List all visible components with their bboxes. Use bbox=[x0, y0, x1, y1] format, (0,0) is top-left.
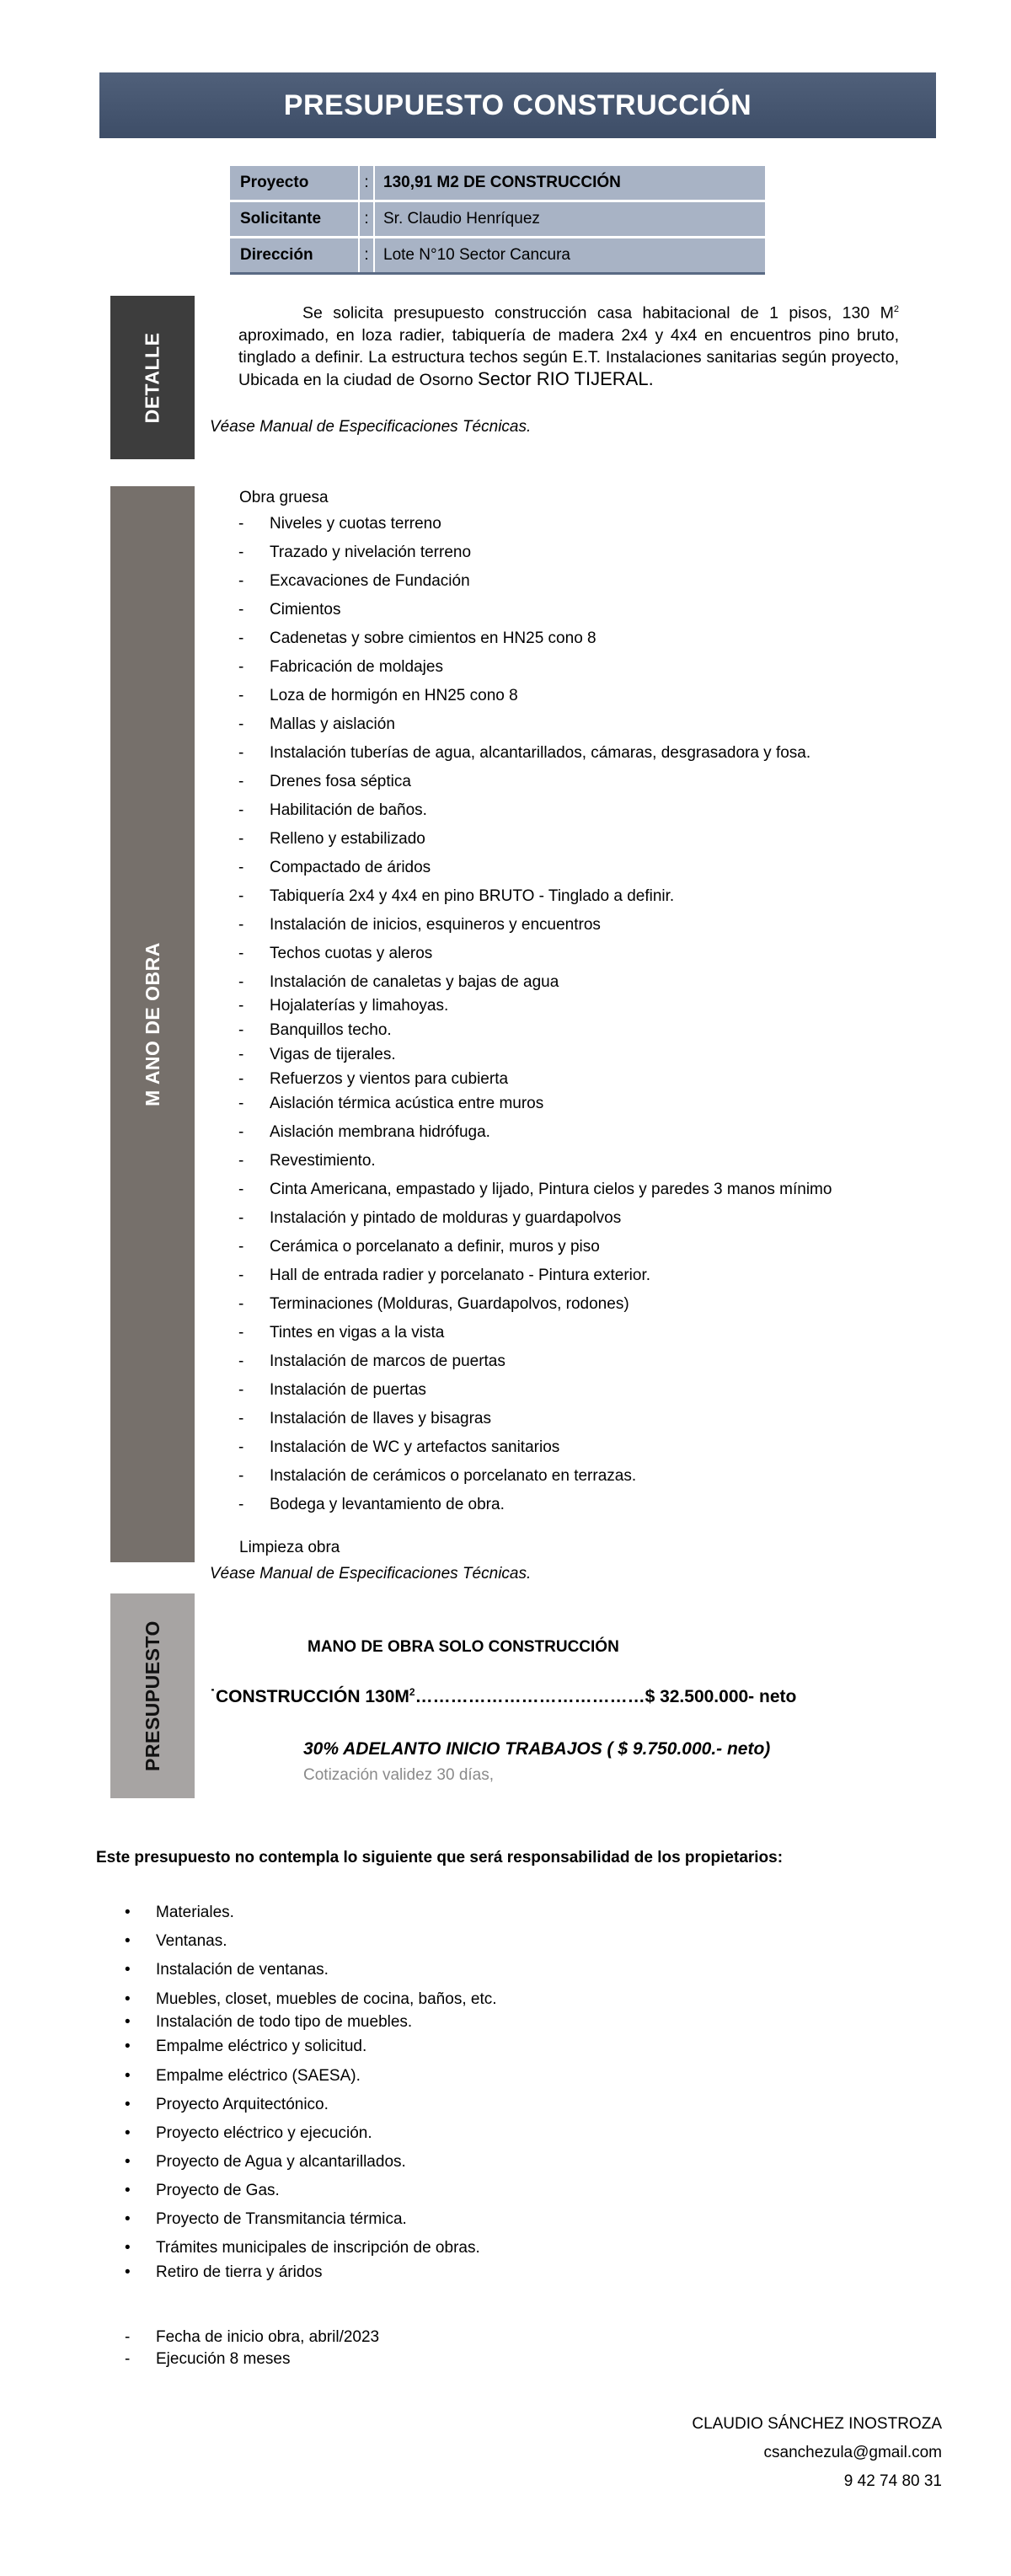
obra-item bbox=[238, 744, 810, 763]
list-dash: - bbox=[238, 1352, 244, 1370]
obra-item-text: Instalación de canaletas y bajas de agua bbox=[270, 973, 559, 991]
presupuesto-validez: Cotización validez 30 días, bbox=[303, 1766, 495, 1784]
exclusion-item bbox=[125, 2013, 412, 2032]
obra-item bbox=[238, 916, 601, 935]
list-dash: - bbox=[238, 687, 244, 704]
exclusion-item-text: Instalación de ventanas. bbox=[156, 1961, 329, 1979]
bullet-icon: • bbox=[125, 2096, 131, 2113]
price-superscript: 2 bbox=[409, 1686, 415, 1698]
obra-item bbox=[238, 1467, 636, 1486]
obra-item bbox=[238, 1267, 650, 1285]
list-dash: - bbox=[238, 859, 244, 876]
bullet-icon: • bbox=[125, 2263, 131, 2281]
obra-item bbox=[238, 1324, 444, 1342]
signature-email: csanchezula@gmail.com bbox=[763, 2444, 942, 2461]
exclusion-item-text: Proyecto eléctrico y ejecución. bbox=[156, 2124, 372, 2142]
obra-item bbox=[238, 572, 470, 591]
obra-item-text: Relleno y estabilizado bbox=[270, 830, 425, 848]
info-value: Sr. Claudio Henríquez bbox=[374, 201, 765, 238]
obra-item bbox=[238, 658, 443, 677]
list-dash: - bbox=[125, 2350, 131, 2368]
obra-item-text: Instalación de llaves y bisagras bbox=[270, 1410, 491, 1427]
project-info-table bbox=[230, 166, 765, 275]
section-label-detalle: DETALLE bbox=[141, 332, 163, 423]
obra-item bbox=[238, 973, 559, 992]
info-label: Dirección bbox=[230, 238, 359, 274]
bullet-icon: • bbox=[125, 2210, 131, 2228]
list-dash: - bbox=[238, 801, 244, 819]
bullet-icon: • bbox=[125, 2182, 131, 2199]
obra-item bbox=[238, 887, 674, 906]
list-dash: - bbox=[238, 601, 244, 619]
list-dash: - bbox=[238, 658, 244, 676]
obra-item-text: Instalación de marcos de puertas bbox=[270, 1352, 506, 1370]
detalle-reference: Véase Manual de Especificaciones Técnicas. bbox=[210, 418, 532, 436]
exclusion-item-text: Proyecto Arquitectónico. bbox=[156, 2096, 329, 2113]
list-dash: - bbox=[238, 629, 244, 647]
obra-item bbox=[238, 629, 596, 648]
obra-item-text: Techos cuotas y aleros bbox=[270, 945, 433, 962]
exclusion-item bbox=[125, 2239, 480, 2257]
list-dash: - bbox=[238, 1267, 244, 1284]
obra-item-text: Cadenetas y sobre cimientos en HN25 cono 8 bbox=[270, 629, 596, 647]
info-label: Proyecto bbox=[230, 166, 359, 201]
exclusion-item-text: Empalme eléctrico y solicitud. bbox=[156, 2038, 367, 2055]
schedule-duration-text: Ejecución 8 meses bbox=[156, 2350, 291, 2368]
exclusion-item bbox=[125, 1904, 234, 1922]
exclusion-item-text: Proyecto de Gas. bbox=[156, 2182, 280, 2199]
obra-footer: Limpieza obra bbox=[239, 1539, 340, 1556]
section-bar-detalle bbox=[110, 296, 195, 459]
obra-item-text: Tabiquería 2x4 y 4x4 en pino BRUTO - Tinglado a definir. bbox=[270, 887, 675, 905]
list-dash: - bbox=[238, 1209, 244, 1227]
bullet-icon: • bbox=[125, 1990, 131, 2008]
info-row-proyecto bbox=[230, 166, 765, 201]
obra-item-text: Hojalaterías y limahoyas. bbox=[270, 997, 449, 1015]
obra-item-text: Instalación de inicios, esquineros y encuentros bbox=[270, 916, 601, 934]
list-dash: - bbox=[238, 715, 244, 733]
list-dash: - bbox=[238, 1238, 244, 1256]
obra-item-text: Compactado de áridos bbox=[270, 859, 431, 876]
signature-phone: 9 42 74 80 31 bbox=[843, 2472, 942, 2490]
obra-item-text: Tintes en vigas a la vista bbox=[270, 1324, 445, 1342]
obra-item-text: Cinta Americana, empastado y lijado, Pintura cielos y paredes 3 manos mínimo bbox=[270, 1181, 832, 1198]
schedule-start-text: Fecha de inicio obra, abril/2023 bbox=[156, 2328, 380, 2346]
obra-item-text: Cimientos bbox=[270, 601, 341, 619]
price-mark: ˙ bbox=[210, 1687, 216, 1706]
exclusion-item-text: Proyecto de Agua y alcantarillados. bbox=[156, 2153, 406, 2171]
obra-item bbox=[238, 1181, 832, 1199]
obra-item bbox=[238, 1238, 600, 1256]
list-dash: - bbox=[238, 1467, 244, 1485]
exclusion-item-text: Muebles, closet, muebles de cocina, baños, etc. bbox=[156, 1990, 497, 2008]
obra-item bbox=[238, 1021, 392, 1040]
exclusion-item-text: Instalación de todo tipo de muebles. bbox=[156, 2013, 413, 2031]
bullet-icon: • bbox=[125, 1904, 131, 1921]
page-title: PRESUPUESTO CONSTRUCCIÓN bbox=[99, 72, 936, 138]
exclusions-heading: Este presupuesto no contempla lo siguiente que será responsabilidad de los propietarios: bbox=[96, 1849, 784, 1866]
info-colon: : bbox=[359, 166, 374, 201]
presupuesto-adelanto: 30% ADELANTO INICIO TRABAJOS ( $ 9.750.000.- neto) bbox=[303, 1739, 771, 1759]
obra-item-text: Instalación tuberías de agua, alcantarillados, cámaras, desgrasadora y fosa. bbox=[270, 744, 811, 762]
bullet-icon: • bbox=[125, 2124, 131, 2142]
exclusion-item bbox=[125, 1990, 497, 2009]
exclusion-item bbox=[125, 2153, 406, 2172]
obra-item bbox=[238, 859, 431, 877]
obra-item bbox=[238, 601, 340, 619]
obra-item bbox=[238, 1152, 376, 1170]
list-dash: - bbox=[238, 1070, 244, 1088]
bullet-icon: • bbox=[125, 2067, 131, 2085]
list-dash: - bbox=[238, 773, 244, 790]
obra-item bbox=[238, 1070, 508, 1089]
obra-item-text: Instalación de puertas bbox=[270, 1381, 426, 1399]
exclusion-item-text: Retiro de tierra y áridos bbox=[156, 2263, 323, 2281]
list-dash: - bbox=[238, 1381, 244, 1399]
list-dash: - bbox=[238, 544, 244, 561]
list-dash: - bbox=[238, 1095, 244, 1112]
obra-item-text: Loza de hormigón en HN25 cono 8 bbox=[270, 687, 518, 704]
price-amount: …………………………………$ 32.500.000- neto bbox=[415, 1687, 797, 1706]
obra-item-text: Habilitación de baños. bbox=[270, 801, 427, 819]
obra-heading: Obra gruesa bbox=[239, 489, 329, 506]
section-bar-mano-de-obra bbox=[110, 486, 195, 1562]
list-dash: - bbox=[238, 572, 244, 590]
exclusion-item bbox=[125, 2038, 366, 2056]
obra-item bbox=[238, 1046, 396, 1064]
obra-item-text: Revestimiento. bbox=[270, 1152, 376, 1170]
list-dash: - bbox=[238, 830, 244, 848]
list-dash: - bbox=[238, 1046, 244, 1063]
list-dash: - bbox=[238, 1410, 244, 1427]
list-dash: - bbox=[238, 945, 244, 962]
info-colon: : bbox=[359, 201, 374, 238]
detalle-superscript: 2 bbox=[893, 304, 899, 314]
obra-reference: Véase Manual de Especificaciones Técnicas. bbox=[210, 1565, 532, 1583]
obra-item-text: Trazado y nivelación terreno bbox=[270, 544, 472, 561]
obra-item-text: Excavaciones de Fundación bbox=[270, 572, 470, 590]
obra-item bbox=[238, 1381, 426, 1400]
exclusion-item bbox=[125, 1961, 329, 1979]
bullet-icon: • bbox=[125, 2239, 131, 2257]
detalle-text-c: Sector RIO TIJERAL. bbox=[478, 367, 654, 389]
obra-item-text: Drenes fosa séptica bbox=[270, 773, 411, 790]
detalle-text-b: aproximado, en loza radier, tabiquería de madera 2x4 y 4x4 en encuentros pino bruto, tinglado a definir. La estructura techos según E.T. Instalaciones sanitarias según proyecto, Ubicada en la ciudad de Osorno bbox=[238, 325, 899, 389]
list-dash: - bbox=[238, 744, 244, 762]
obra-item bbox=[238, 687, 518, 705]
exclusion-item bbox=[125, 2096, 329, 2114]
list-dash: - bbox=[238, 973, 244, 991]
detalle-text-a: Se solicita presupuesto construcción casa habitacional de 1 pisos, 130 M bbox=[302, 303, 894, 323]
bullet-icon: • bbox=[125, 1932, 131, 1950]
price-item: CONSTRUCCIÓN 130M bbox=[216, 1687, 409, 1706]
obra-item bbox=[238, 1123, 490, 1142]
bullet-icon: • bbox=[125, 2013, 131, 2031]
section-label-presupuesto: PRESUPUESTO bbox=[141, 1620, 163, 1771]
bullet-icon: • bbox=[125, 2153, 131, 2171]
list-dash: - bbox=[238, 1123, 244, 1141]
obra-item-text: Instalación y pintado de molduras y guardapolvos bbox=[270, 1209, 622, 1227]
obra-item bbox=[238, 801, 427, 820]
obra-item bbox=[238, 1095, 543, 1113]
obra-item-text: Mallas y aislación bbox=[270, 715, 395, 733]
obra-item-text: Aislación membrana hidrófuga. bbox=[270, 1123, 490, 1141]
section-label-mano-de-obra: M ANO DE OBRA bbox=[141, 942, 163, 1106]
list-dash: - bbox=[238, 515, 244, 533]
presupuesto-title: MANO DE OBRA SOLO CONSTRUCCIÓN bbox=[308, 1638, 619, 1656]
obra-item-text: Vigas de tijerales. bbox=[270, 1046, 396, 1063]
obra-item-text: Aislación térmica acústica entre muros bbox=[270, 1095, 544, 1112]
list-dash: - bbox=[238, 1496, 244, 1513]
list-dash: - bbox=[238, 1324, 244, 1342]
list-dash: - bbox=[238, 887, 244, 905]
exclusion-item bbox=[125, 2210, 407, 2229]
list-dash: - bbox=[238, 1021, 244, 1039]
obra-item-text: Hall de entrada radier y porcelanato - Pintura exterior. bbox=[270, 1267, 651, 1284]
list-dash: - bbox=[238, 1152, 244, 1170]
obra-item bbox=[238, 773, 411, 791]
info-row-direccion bbox=[230, 238, 765, 274]
info-value: Lote N°10 Sector Cancura bbox=[374, 238, 765, 274]
obra-item bbox=[238, 1209, 621, 1228]
obra-item-text: Fabricación de moldajes bbox=[270, 658, 443, 676]
exclusion-item-text: Empalme eléctrico (SAESA). bbox=[156, 2067, 361, 2085]
list-dash: - bbox=[238, 916, 244, 934]
exclusion-item-text: Proyecto de Transmitancia térmica. bbox=[156, 2210, 407, 2228]
exclusion-item bbox=[125, 2067, 361, 2086]
obra-item-text: Instalación de WC y artefactos sanitarios bbox=[270, 1438, 560, 1456]
list-dash: - bbox=[238, 1181, 244, 1198]
bullet-icon: • bbox=[125, 1961, 131, 1979]
list-dash: - bbox=[238, 1438, 244, 1456]
obra-item-text: Instalación de cerámicos o porcelanato en terrazas. bbox=[270, 1467, 637, 1485]
list-dash: - bbox=[238, 1295, 244, 1313]
obra-item bbox=[238, 544, 471, 562]
schedule-duration bbox=[125, 2350, 290, 2369]
exclusion-item-text: Trámites municipales de inscripción de obras. bbox=[156, 2239, 480, 2257]
exclusion-item bbox=[125, 1932, 227, 1951]
exclusion-item-text: Ventanas. bbox=[156, 1932, 227, 1950]
exclusion-item bbox=[125, 2263, 322, 2282]
exclusion-item-text: Materiales. bbox=[156, 1904, 234, 1921]
presupuesto-price-line bbox=[210, 1686, 796, 1707]
obra-item bbox=[238, 997, 448, 1015]
list-dash: - bbox=[238, 997, 244, 1015]
obra-item bbox=[238, 1352, 506, 1371]
bullet-icon: • bbox=[125, 2038, 131, 2055]
exclusion-item bbox=[125, 2182, 280, 2200]
obra-item-text: Niveles y cuotas terreno bbox=[270, 515, 441, 533]
obra-item bbox=[238, 1295, 629, 1314]
info-row-solicitante bbox=[230, 201, 765, 238]
info-colon: : bbox=[359, 238, 374, 274]
signature-name: CLAUDIO SÁNCHEZ INOSTROZA bbox=[692, 2415, 942, 2433]
obra-item-text: Cerámica o porcelanato a definir, muros y piso bbox=[270, 1238, 600, 1256]
section-bar-presupuesto bbox=[110, 1593, 195, 1798]
info-label: Solicitante bbox=[230, 201, 359, 238]
obra-item-text: Terminaciones (Molduras, Guardapolvos, rodones) bbox=[270, 1295, 629, 1313]
schedule-start bbox=[125, 2328, 379, 2347]
obra-item bbox=[238, 1438, 559, 1457]
list-dash: - bbox=[125, 2328, 131, 2346]
obra-item bbox=[238, 1496, 505, 1514]
obra-item bbox=[238, 945, 432, 963]
obra-item bbox=[238, 515, 441, 533]
obra-item-text: Banquillos techo. bbox=[270, 1021, 392, 1039]
info-value: 130,91 M2 DE CONSTRUCCIÓN bbox=[374, 166, 765, 201]
obra-item bbox=[238, 715, 395, 734]
obra-item bbox=[238, 830, 425, 849]
obra-item-text: Refuerzos y vientos para cubierta bbox=[270, 1070, 509, 1088]
obra-item-text: Bodega y levantamiento de obra. bbox=[270, 1496, 505, 1513]
detalle-paragraph bbox=[238, 298, 899, 391]
exclusion-item bbox=[125, 2124, 372, 2143]
obra-item bbox=[238, 1410, 491, 1428]
